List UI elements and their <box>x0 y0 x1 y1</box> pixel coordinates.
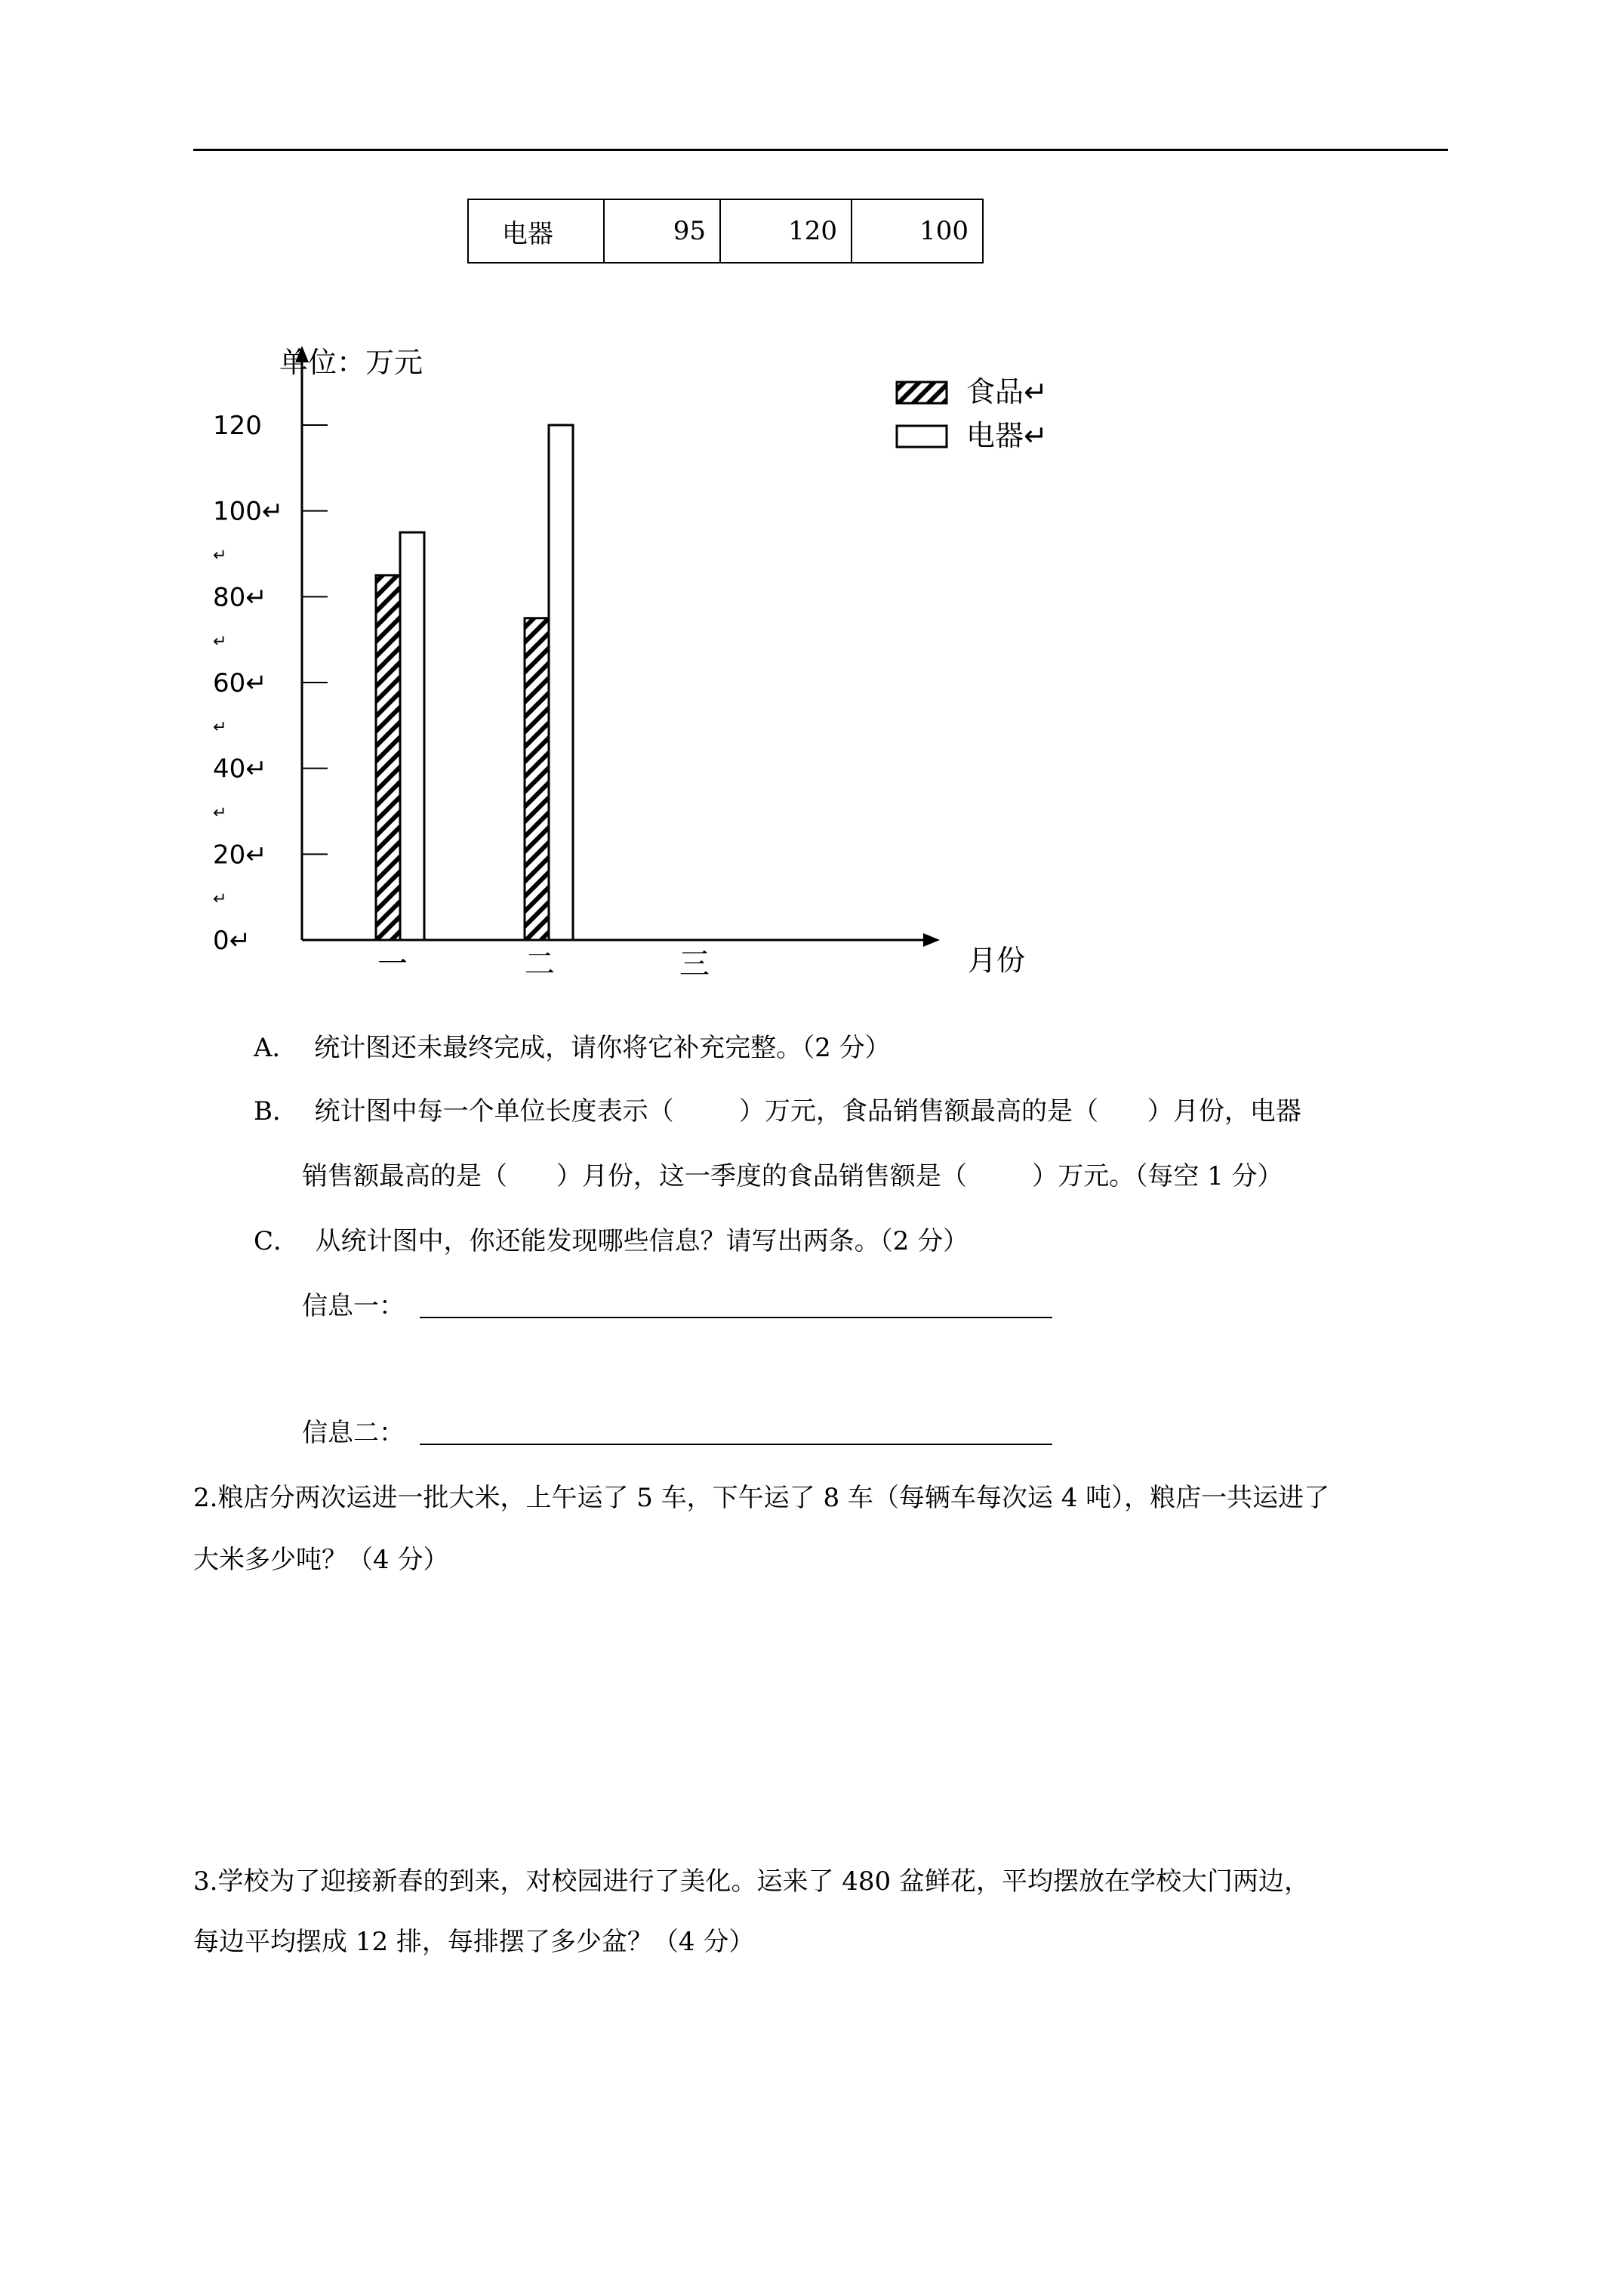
data-table <box>467 199 984 264</box>
question-3-line2: 每边平均摆成 12 排，每排摆了多少盆？（4 分） <box>193 1927 755 1957</box>
top-rule <box>193 149 1448 151</box>
return-mark: ↵ <box>213 803 227 823</box>
question-2-line1: 2.粮店分两次运进一批大米，上午运了 5 车，下午运了 8 车（每辆车每次运 4 吨），粮店一共运进了 <box>193 1483 1330 1513</box>
return-mark: ↵ <box>213 718 227 737</box>
y-tick-label: 40↵ <box>213 754 267 784</box>
info1-label: 信息一： <box>302 1291 405 1321</box>
bar-appliance <box>400 532 424 940</box>
y-tick-label: 120 <box>213 411 262 441</box>
table-cell: 95 <box>604 199 720 263</box>
question-c: C． 从统计图中，你还能发现哪些信息？请写出两条。（2 分） <box>254 1226 969 1256</box>
question-3-line1: 3.学校为了迎接新春的到来，对校园进行了美化。运来了 480 盆鲜花，平均摆放在学校大门两边， <box>193 1866 1310 1897</box>
x-tick-label: 三 <box>679 947 710 982</box>
info2-label: 信息二： <box>302 1418 405 1448</box>
y-tick-label: 60↵ <box>213 668 267 698</box>
legend-swatch <box>897 382 947 403</box>
return-mark: ↵ <box>213 889 227 909</box>
legend-label: 食品↵ <box>966 375 1048 408</box>
legend-swatch <box>897 426 947 447</box>
table-cell: 120 <box>720 199 852 263</box>
return-mark: ↵ <box>213 546 227 566</box>
bar-chart <box>204 332 1110 997</box>
x-axis-title: 月份 <box>968 944 1026 977</box>
x-tick-label: 一 <box>377 947 408 982</box>
question-a: A． 统计图还未最终完成，请你将它补充完整。（2 分） <box>254 1033 891 1063</box>
y-axis-title: 单位：万元 <box>279 346 423 379</box>
question-b-line1: B． 统计图中每一个单位长度表示（ ）万元，食品销售额最高的是（ ）月份，电器 <box>254 1096 1301 1126</box>
question-2-line2: 大米多少吨？（4 分） <box>193 1545 449 1575</box>
y-tick-label: 0↵ <box>213 926 251 956</box>
info1-answer-line[interactable] <box>420 1317 1052 1318</box>
y-tick-label: 100↵ <box>213 496 284 527</box>
table-row <box>468 199 983 263</box>
x-axis-arrow <box>923 933 940 947</box>
bar-food <box>525 618 549 940</box>
return-mark: ↵ <box>213 632 227 652</box>
table-cell: 100 <box>852 199 983 263</box>
info2-answer-line[interactable] <box>420 1444 1052 1445</box>
bar-food <box>376 575 400 940</box>
x-tick-label: 二 <box>525 947 555 982</box>
bar-appliance <box>549 425 573 940</box>
table-cell: 电器 <box>468 199 604 263</box>
legend-label: 电器↵ <box>966 419 1048 452</box>
y-tick-label: 80↵ <box>213 582 267 613</box>
y-tick-label: 20↵ <box>213 840 267 871</box>
question-b-line2: 销售额最高的是（ ）月份，这一季度的食品销售额是（ ）万元。（每空 1 分） <box>302 1161 1283 1191</box>
